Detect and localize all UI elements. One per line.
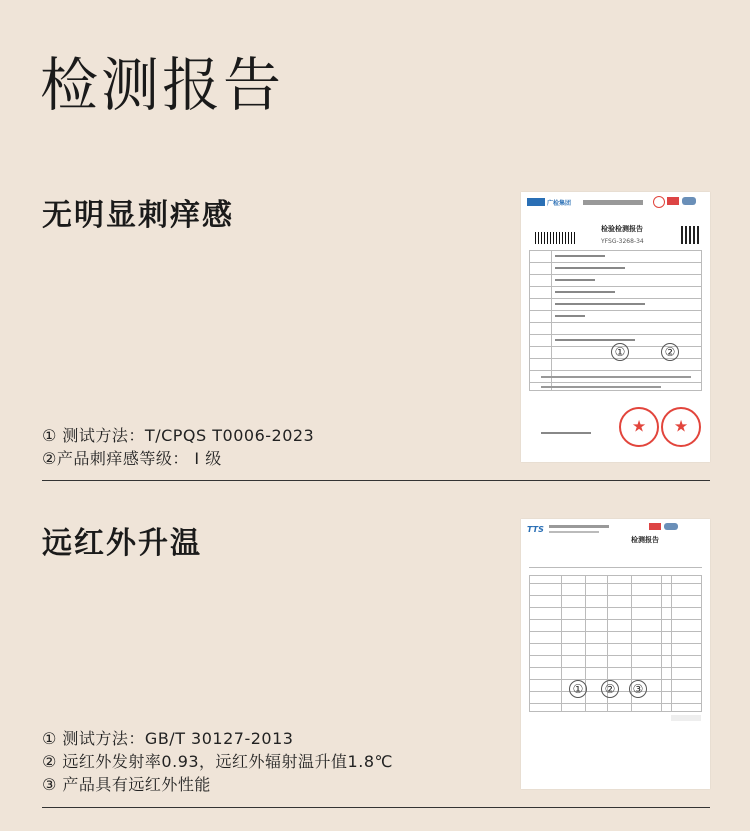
marker-1: ①: [611, 343, 629, 361]
section-divider: [42, 480, 710, 481]
report-logo-text-2: TTS: [527, 525, 544, 534]
official-stamp-1: ★: [619, 407, 659, 447]
section-1-line-2: ②产品刺痒感等级： Ⅰ 级: [42, 449, 222, 468]
bottom-divider: [42, 807, 710, 808]
marker-3: ③: [629, 680, 647, 698]
report-title-2: 检测报告: [631, 536, 659, 544]
page-title: 检测报告: [40, 51, 285, 119]
report-number: YFSG-3268-34: [601, 238, 644, 245]
section-title-itch: 无明显刺痒感: [42, 198, 234, 233]
section-title-far-infrared: 远红外升温: [42, 526, 202, 561]
section-1-line-1: ① 测试方法：T/CPQS T0006-2023: [42, 426, 315, 445]
official-stamp-2: ★: [661, 407, 701, 447]
section-2-line-1: ① 测试方法：GB/T 30127-2013: [42, 729, 294, 748]
section-2-line-2: ② 远红外发射率0.93，远红外辐射温升值1.8℃: [42, 752, 393, 771]
report-image-far-infrared: [521, 519, 710, 789]
report-logo-text: 广检集团: [547, 200, 572, 207]
marker-2: ②: [601, 680, 619, 698]
qr-code: [681, 226, 699, 244]
barcode: [535, 232, 575, 244]
section-2-line-3: ③ 产品具有远红外性能: [42, 775, 211, 794]
marker-1: ①: [569, 680, 587, 698]
report-title: 检验检测报告: [601, 225, 643, 233]
logo-icon: [527, 198, 545, 206]
marker-2: ②: [661, 343, 679, 361]
report-image-itch: [521, 192, 710, 462]
